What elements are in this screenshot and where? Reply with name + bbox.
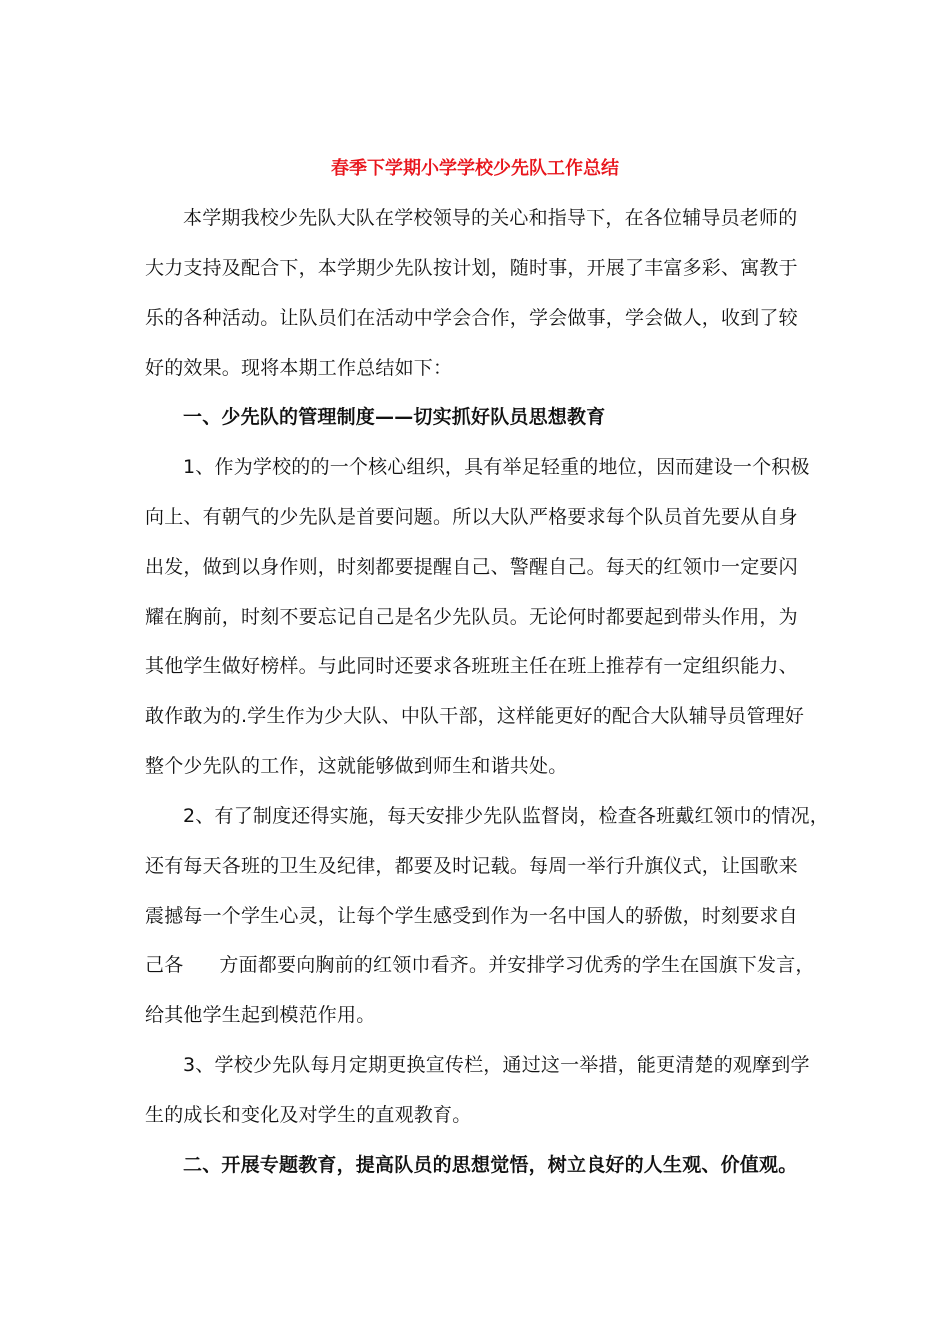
paragraph-line: 1、作为学校的的一个核心组织，具有举足轻重的地位，因而建设一个积极 xyxy=(183,456,810,478)
paragraph-line: 整个少先队的工作，这就能够做到师生和谐共处。 xyxy=(145,755,568,777)
paragraph-line: 生的成长和变化及对学生的直观教育。 xyxy=(145,1104,472,1126)
paragraph-line: 震撼每一个学生心灵，让每个学生感受到作为一名中国人的骄傲，时刻要求自 xyxy=(145,905,798,927)
paragraph-line: 出发，做到以身作则，时刻都要提醒自己、警醒自己。每天的红领巾一定要闪 xyxy=(145,556,798,578)
paragraph-line: 敢作敢为的.学生作为少大队、中队干部，这样能更好的配合大队辅导员管理好 xyxy=(145,705,805,727)
paragraph-line: 还有每天各班的卫生及纪律，都要及时记载。每周一举行升旗仪式，让国歌来 xyxy=(145,855,798,877)
paragraph-line: 乐的各种活动。让队员们在活动中学会合作，学会做事，学会做人，收到了较 xyxy=(145,307,798,329)
paragraph-line: 给其他学生起到模范作用。 xyxy=(145,1004,376,1026)
paragraph-fragment: 己各 xyxy=(145,954,184,976)
paragraph-line: 3、学校少先队每月定期更换宣传栏，通过这一举措，能更清楚的观摩到学 xyxy=(183,1054,810,1076)
paragraph-line: 向上、有朝气的少先队是首要问题。所以大队严格要求每个队员首先要从自身 xyxy=(145,506,798,528)
paragraph-line xyxy=(145,952,815,978)
paragraph-fragment: 方面都要向胸前的红领巾看齐。并安排学习优秀的学生在国旗下发言， xyxy=(219,954,815,976)
section-heading: 二、开展专题教育，提高队员的思想觉悟，树立良好的人生观、价值观。 xyxy=(183,1154,798,1176)
paragraph-line: 大力支持及配合下，本学期少先队按计划，随时事，开展了丰富多彩、寓教于 xyxy=(145,257,798,279)
document-title: 春季下学期小学学校少先队工作总结 xyxy=(331,158,619,179)
paragraph-line: 2、有了制度还得实施，每天安排少先队监督岗，检查各班戴红领巾的情况， xyxy=(183,805,829,827)
paragraph-line: 本学期我校少先队大队在学校领导的关心和指导下，在各位辅导员老师的 xyxy=(183,207,798,229)
paragraph-line: 好的效果。现将本期工作总结如下： xyxy=(145,357,453,379)
section-heading: 一、少先队的管理制度——切实抓好队员思想教育 xyxy=(183,406,606,428)
paragraph-line: 其他学生做好榜样。与此同时还要求各班班主任在班上推荐有一定组织能力、 xyxy=(145,655,798,677)
paragraph-line: 耀在胸前，时刻不要忘记自己是名少先队员。无论何时都要起到带头作用，为 xyxy=(145,606,798,628)
